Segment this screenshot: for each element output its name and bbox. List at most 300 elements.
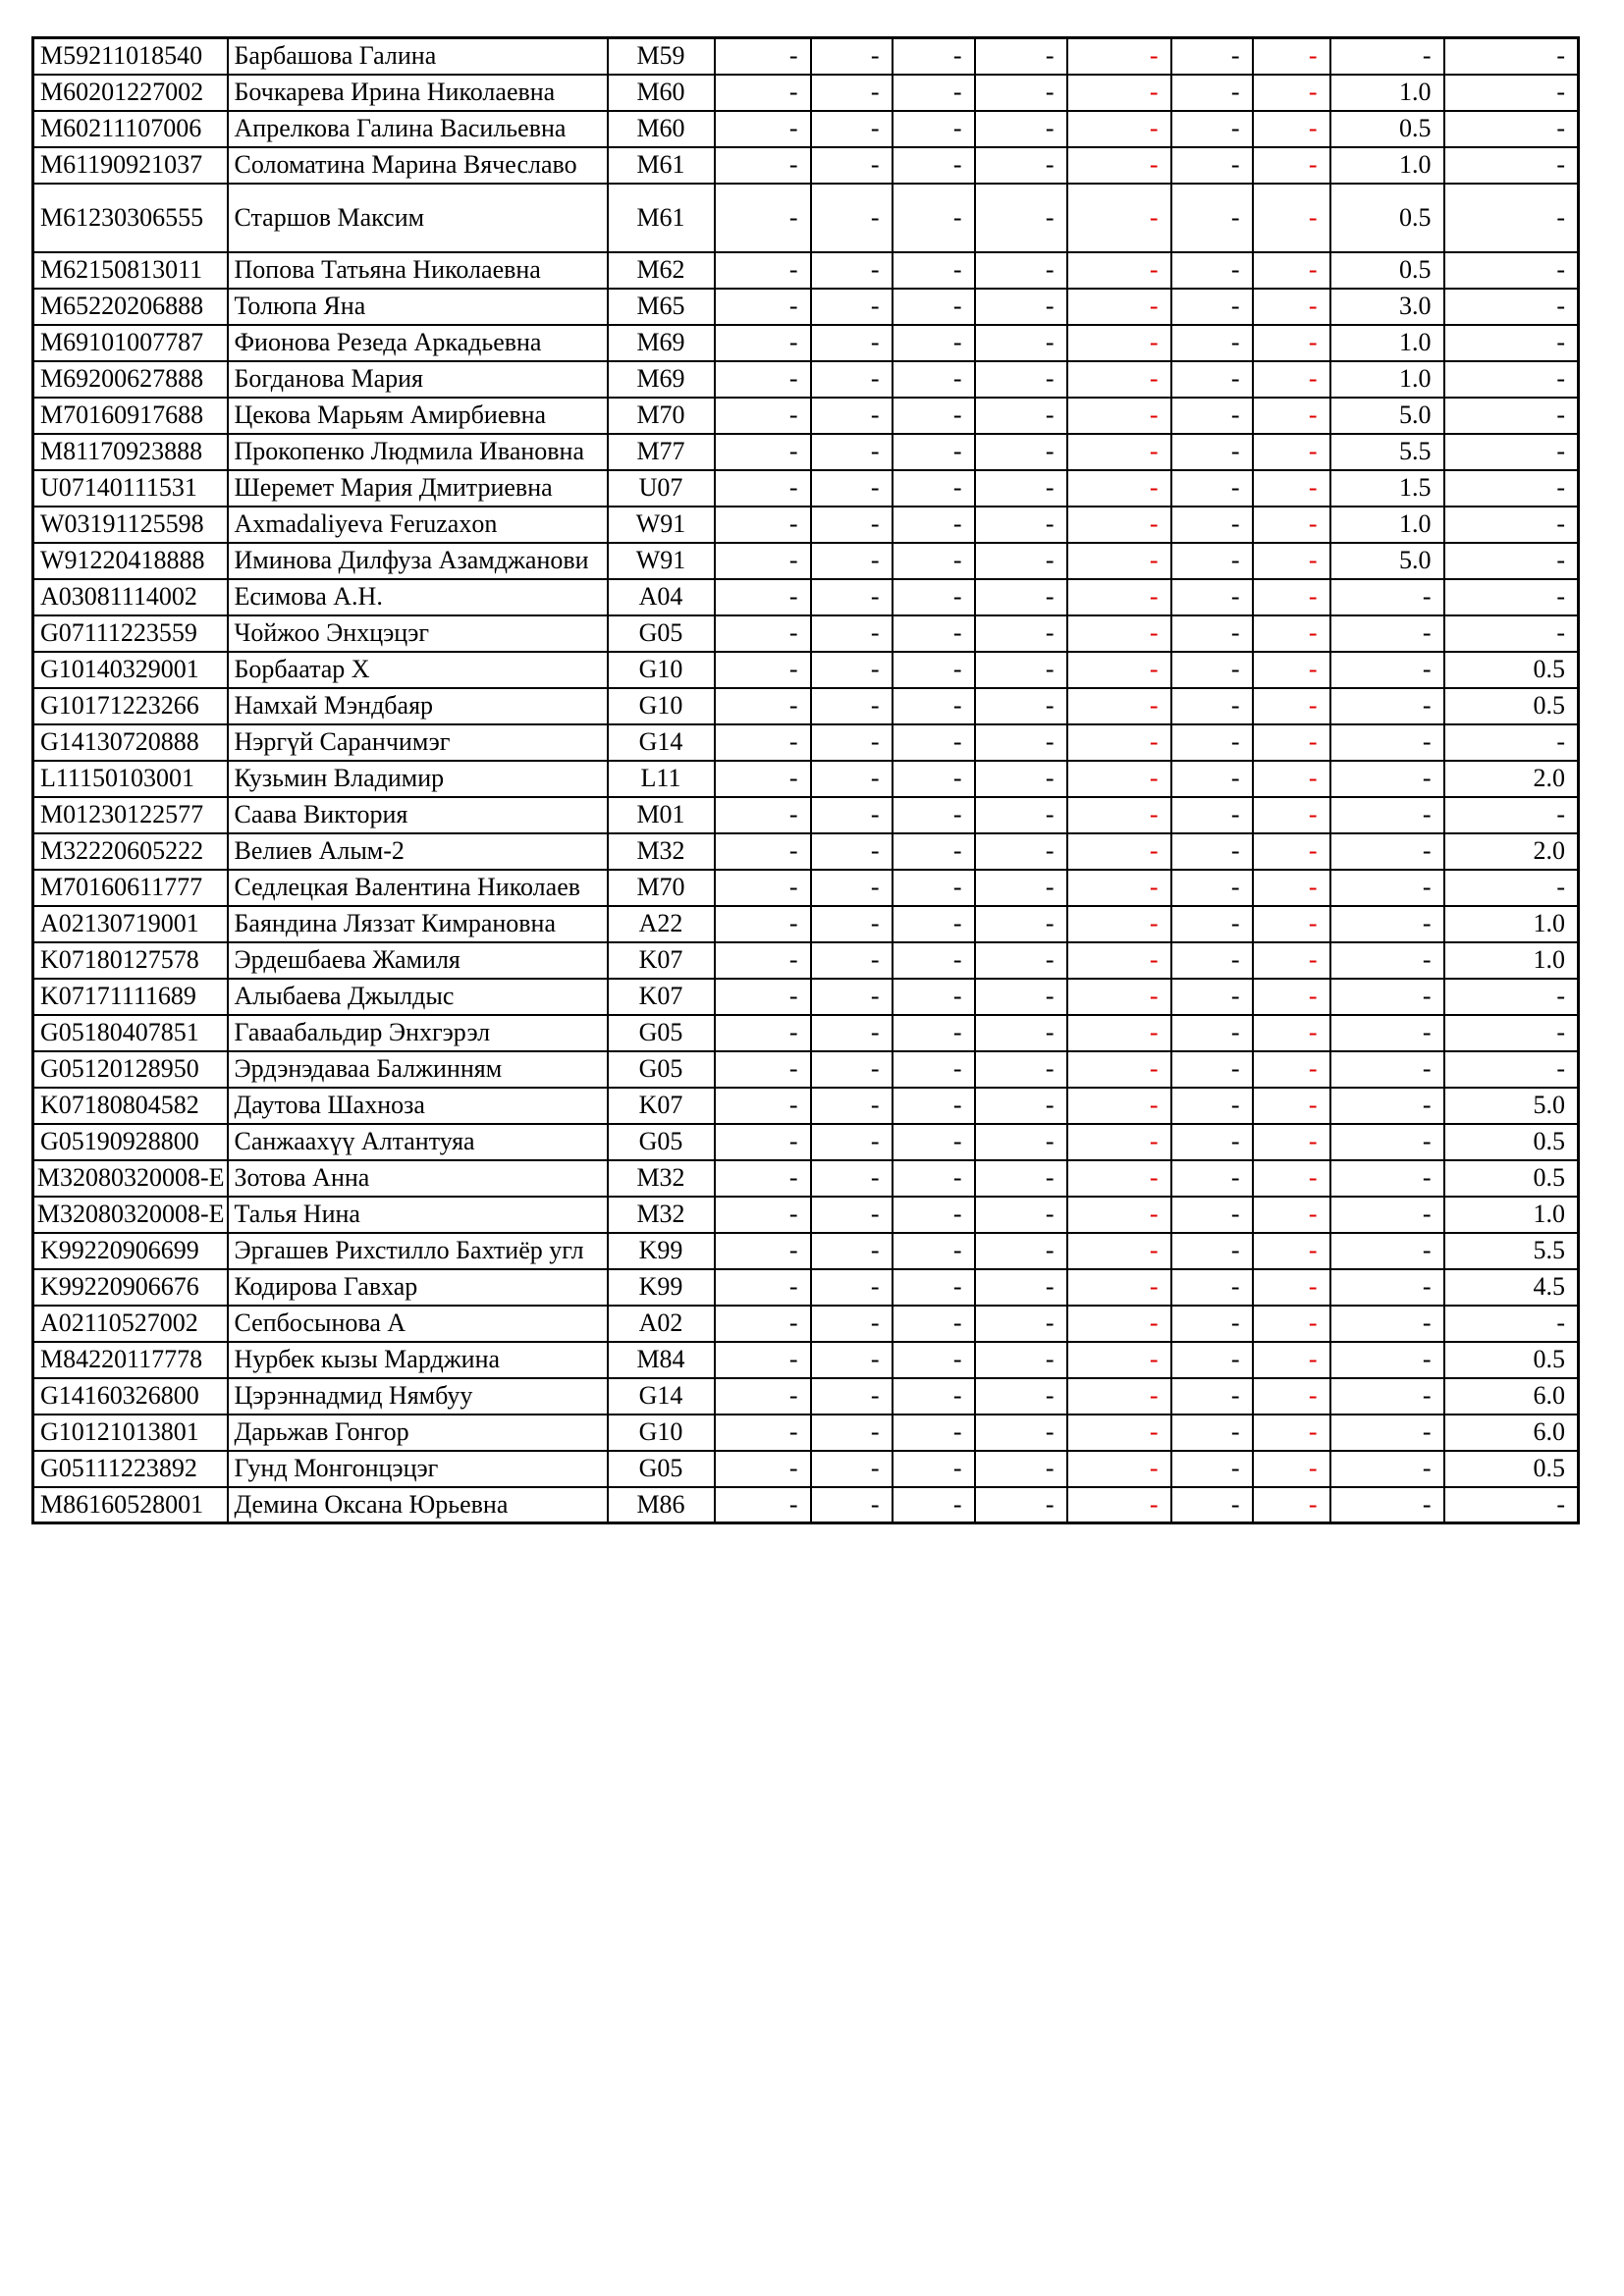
value-cell-3: - xyxy=(893,398,975,434)
value-cell-2: - xyxy=(811,1233,893,1269)
name-cell: Баяндина Ляззат Кимрановна xyxy=(228,906,608,942)
value-cell-3: - xyxy=(893,906,975,942)
table-row xyxy=(33,1051,1579,1088)
value-cell-3: - xyxy=(893,579,975,615)
value-cell-5: - xyxy=(1067,75,1171,111)
value-cell-5: - xyxy=(1067,1306,1171,1342)
value-cell-7: - xyxy=(1253,1124,1330,1160)
value-cell-9: 0.5 xyxy=(1444,652,1579,688)
value-cell-9: - xyxy=(1444,184,1579,252)
value-cell-9: - xyxy=(1444,543,1579,579)
value-cell-1: - xyxy=(715,507,811,543)
value-cell-2: - xyxy=(811,75,893,111)
value-cell-5: - xyxy=(1067,761,1171,797)
table-row xyxy=(33,797,1579,833)
value-cell-7: - xyxy=(1253,1415,1330,1451)
table-row xyxy=(33,579,1579,615)
name-cell: Кузьмин Владимир xyxy=(228,761,608,797)
name-cell: Зотова Анна xyxy=(228,1160,608,1197)
value-cell-4: - xyxy=(975,615,1067,652)
name-cell: Седлецкая Валентина Николаев xyxy=(228,870,608,906)
value-cell-3: - xyxy=(893,289,975,325)
value-cell-1: - xyxy=(715,543,811,579)
value-cell-9: - xyxy=(1444,147,1579,184)
value-cell-6: - xyxy=(1171,1306,1253,1342)
value-cell-3: - xyxy=(893,75,975,111)
value-cell-1: - xyxy=(715,1342,811,1378)
value-cell-1: - xyxy=(715,38,811,75)
value-cell-4: - xyxy=(975,543,1067,579)
value-cell-3: - xyxy=(893,1124,975,1160)
code-cell: M61 xyxy=(608,147,715,184)
value-cell-7: - xyxy=(1253,579,1330,615)
value-cell-4: - xyxy=(975,1124,1067,1160)
value-cell-7: - xyxy=(1253,1051,1330,1088)
value-cell-7: - xyxy=(1253,1160,1330,1197)
value-cell-4: - xyxy=(975,1378,1067,1415)
value-cell-4: - xyxy=(975,833,1067,870)
value-cell-1: - xyxy=(715,1015,811,1051)
value-cell-1: - xyxy=(715,398,811,434)
value-cell-7: - xyxy=(1253,1378,1330,1415)
value-cell-5: - xyxy=(1067,724,1171,761)
value-cell-9: - xyxy=(1444,1487,1579,1523)
value-cell-1: - xyxy=(715,470,811,507)
value-cell-8: - xyxy=(1330,579,1444,615)
value-cell-6: - xyxy=(1171,833,1253,870)
value-cell-6: - xyxy=(1171,38,1253,75)
value-cell-3: - xyxy=(893,870,975,906)
table-row xyxy=(33,833,1579,870)
value-cell-6: - xyxy=(1171,1233,1253,1269)
code-cell: G14 xyxy=(608,1378,715,1415)
value-cell-9: - xyxy=(1444,1306,1579,1342)
value-cell-6: - xyxy=(1171,1051,1253,1088)
value-cell-5: - xyxy=(1067,38,1171,75)
value-cell-4: - xyxy=(975,470,1067,507)
value-cell-5: - xyxy=(1067,979,1171,1015)
row-id-cell: K99220906676 xyxy=(33,1269,228,1306)
code-cell: G14 xyxy=(608,724,715,761)
row-id-cell: K99220906699 xyxy=(33,1233,228,1269)
value-cell-2: - xyxy=(811,38,893,75)
value-cell-2: - xyxy=(811,870,893,906)
value-cell-7: - xyxy=(1253,398,1330,434)
value-cell-6: - xyxy=(1171,434,1253,470)
code-cell: A04 xyxy=(608,579,715,615)
table-row xyxy=(33,1269,1579,1306)
value-cell-5: - xyxy=(1067,870,1171,906)
value-cell-5: - xyxy=(1067,652,1171,688)
value-cell-8: 1.5 xyxy=(1330,470,1444,507)
code-cell: G05 xyxy=(608,615,715,652)
value-cell-2: - xyxy=(811,1487,893,1523)
value-cell-9: - xyxy=(1444,398,1579,434)
table-row xyxy=(33,1378,1579,1415)
name-cell: Цэрэннадмид Нямбуу xyxy=(228,1378,608,1415)
value-cell-6: - xyxy=(1171,870,1253,906)
value-cell-3: - xyxy=(893,1378,975,1415)
value-cell-7: - xyxy=(1253,361,1330,398)
value-cell-7: - xyxy=(1253,906,1330,942)
value-cell-5: - xyxy=(1067,470,1171,507)
code-cell: K99 xyxy=(608,1269,715,1306)
value-cell-3: - xyxy=(893,1160,975,1197)
value-cell-2: - xyxy=(811,1124,893,1160)
value-cell-6: - xyxy=(1171,724,1253,761)
value-cell-4: - xyxy=(975,906,1067,942)
name-cell: Талья Нина xyxy=(228,1197,608,1233)
value-cell-4: - xyxy=(975,797,1067,833)
value-cell-8: - xyxy=(1330,615,1444,652)
value-cell-5: - xyxy=(1067,1415,1171,1451)
value-cell-1: - xyxy=(715,979,811,1015)
name-cell: Велиев Алым-2 xyxy=(228,833,608,870)
row-id-cell: G14130720888 xyxy=(33,724,228,761)
value-cell-4: - xyxy=(975,434,1067,470)
value-cell-5: - xyxy=(1067,797,1171,833)
value-cell-9: - xyxy=(1444,289,1579,325)
row-id-cell: G05180407851 xyxy=(33,1015,228,1051)
code-cell: K07 xyxy=(608,979,715,1015)
name-cell: Бочкарева Ирина Николаевна xyxy=(228,75,608,111)
value-cell-7: - xyxy=(1253,652,1330,688)
table-row xyxy=(33,1197,1579,1233)
value-cell-1: - xyxy=(715,797,811,833)
code-cell: G05 xyxy=(608,1451,715,1487)
value-cell-9: 2.0 xyxy=(1444,833,1579,870)
value-cell-1: - xyxy=(715,1415,811,1451)
name-cell: Чойжоо Энхцэцэг xyxy=(228,615,608,652)
row-id-cell: M69200627888 xyxy=(33,361,228,398)
table-row xyxy=(33,942,1579,979)
value-cell-1: - xyxy=(715,579,811,615)
value-cell-1: - xyxy=(715,1306,811,1342)
table-row xyxy=(33,252,1579,289)
value-cell-1: - xyxy=(715,833,811,870)
table-row xyxy=(33,289,1579,325)
row-id-cell: A03081114002 xyxy=(33,579,228,615)
value-cell-1: - xyxy=(715,1487,811,1523)
value-cell-4: - xyxy=(975,1487,1067,1523)
table-row xyxy=(33,724,1579,761)
value-cell-9: - xyxy=(1444,724,1579,761)
name-cell: Саава Виктория xyxy=(228,797,608,833)
value-cell-6: - xyxy=(1171,1378,1253,1415)
value-cell-6: - xyxy=(1171,1269,1253,1306)
value-cell-6: - xyxy=(1171,1342,1253,1378)
value-cell-4: - xyxy=(975,1088,1067,1124)
name-cell: Апрелкова Галина Васильевна xyxy=(228,111,608,147)
code-cell: M32 xyxy=(608,1160,715,1197)
value-cell-6: - xyxy=(1171,398,1253,434)
value-cell-7: - xyxy=(1253,147,1330,184)
value-cell-3: - xyxy=(893,724,975,761)
row-id-cell: M01230122577 xyxy=(33,797,228,833)
table-row xyxy=(33,543,1579,579)
value-cell-6: - xyxy=(1171,1487,1253,1523)
value-cell-9: 5.0 xyxy=(1444,1088,1579,1124)
row-id-cell: G10140329001 xyxy=(33,652,228,688)
value-cell-7: - xyxy=(1253,1015,1330,1051)
code-cell: M70 xyxy=(608,870,715,906)
value-cell-8: 5.0 xyxy=(1330,398,1444,434)
value-cell-2: - xyxy=(811,252,893,289)
name-cell: Иминова Дилфуза Азамджанови xyxy=(228,543,608,579)
value-cell-7: - xyxy=(1253,870,1330,906)
row-id-cell: G05120128950 xyxy=(33,1051,228,1088)
name-cell: Намхай Мэндбаяр xyxy=(228,688,608,724)
value-cell-8: - xyxy=(1330,1415,1444,1451)
value-cell-3: - xyxy=(893,1051,975,1088)
value-cell-6: - xyxy=(1171,184,1253,252)
value-cell-1: - xyxy=(715,1233,811,1269)
name-cell: Есимова А.Н. xyxy=(228,579,608,615)
value-cell-1: - xyxy=(715,1378,811,1415)
value-cell-4: - xyxy=(975,652,1067,688)
value-cell-4: - xyxy=(975,579,1067,615)
row-id-cell: M84220117778 xyxy=(33,1342,228,1378)
name-cell: Соломатина Марина Вячеславо xyxy=(228,147,608,184)
value-cell-7: - xyxy=(1253,1451,1330,1487)
value-cell-5: - xyxy=(1067,289,1171,325)
value-cell-8: - xyxy=(1330,1342,1444,1378)
value-cell-2: - xyxy=(811,1451,893,1487)
code-cell: U07 xyxy=(608,470,715,507)
row-id-cell: M32220605222 xyxy=(33,833,228,870)
value-cell-8: 1.0 xyxy=(1330,75,1444,111)
value-cell-6: - xyxy=(1171,688,1253,724)
value-cell-4: - xyxy=(975,147,1067,184)
value-cell-5: - xyxy=(1067,1124,1171,1160)
value-cell-5: - xyxy=(1067,361,1171,398)
value-cell-3: - xyxy=(893,543,975,579)
table-row xyxy=(33,38,1579,75)
code-cell: M86 xyxy=(608,1487,715,1523)
code-cell: K07 xyxy=(608,942,715,979)
value-cell-5: - xyxy=(1067,1160,1171,1197)
name-cell: Дарьжав Гонгор xyxy=(228,1415,608,1451)
value-cell-8: - xyxy=(1330,1124,1444,1160)
value-cell-9: 1.0 xyxy=(1444,906,1579,942)
value-cell-5: - xyxy=(1067,184,1171,252)
value-cell-6: - xyxy=(1171,289,1253,325)
value-cell-9: 6.0 xyxy=(1444,1378,1579,1415)
code-cell: L11 xyxy=(608,761,715,797)
value-cell-8: 1.0 xyxy=(1330,361,1444,398)
row-id-cell: G10121013801 xyxy=(33,1415,228,1451)
table-row xyxy=(33,470,1579,507)
value-cell-5: - xyxy=(1067,1378,1171,1415)
table-row xyxy=(33,398,1579,434)
name-cell: Шеремет Мария Дмитриевна xyxy=(228,470,608,507)
table-body xyxy=(33,38,1579,1523)
row-id-cell: G07111223559 xyxy=(33,615,228,652)
table-row xyxy=(33,1124,1579,1160)
table-row xyxy=(33,615,1579,652)
table-row xyxy=(33,1233,1579,1269)
value-cell-6: - xyxy=(1171,1015,1253,1051)
value-cell-5: - xyxy=(1067,906,1171,942)
value-cell-8: - xyxy=(1330,761,1444,797)
value-cell-1: - xyxy=(715,361,811,398)
value-cell-5: - xyxy=(1067,507,1171,543)
value-cell-8: - xyxy=(1330,1088,1444,1124)
value-cell-3: - xyxy=(893,1088,975,1124)
value-cell-2: - xyxy=(811,833,893,870)
value-cell-7: - xyxy=(1253,833,1330,870)
name-cell: Санжаахүү Алтантуяа xyxy=(228,1124,608,1160)
value-cell-3: - xyxy=(893,1487,975,1523)
value-cell-2: - xyxy=(811,1197,893,1233)
name-cell: Барбашова Галина xyxy=(228,38,608,75)
value-cell-6: - xyxy=(1171,579,1253,615)
value-cell-8: 5.0 xyxy=(1330,543,1444,579)
value-cell-7: - xyxy=(1253,1306,1330,1342)
value-cell-3: - xyxy=(893,1342,975,1378)
value-cell-6: - xyxy=(1171,147,1253,184)
name-cell: Толюпа Яна xyxy=(228,289,608,325)
value-cell-1: - xyxy=(715,1124,811,1160)
table-row xyxy=(33,906,1579,942)
row-id-cell: M61190921037 xyxy=(33,147,228,184)
value-cell-4: - xyxy=(975,761,1067,797)
value-cell-3: - xyxy=(893,797,975,833)
value-cell-5: - xyxy=(1067,1197,1171,1233)
value-cell-3: - xyxy=(893,1415,975,1451)
value-cell-3: - xyxy=(893,147,975,184)
code-cell: G05 xyxy=(608,1124,715,1160)
row-id-cell: M69101007787 xyxy=(33,325,228,361)
value-cell-1: - xyxy=(715,761,811,797)
results-table xyxy=(31,36,1580,1524)
value-cell-7: - xyxy=(1253,1487,1330,1523)
row-id-cell: M65220206888 xyxy=(33,289,228,325)
value-cell-6: - xyxy=(1171,111,1253,147)
value-cell-5: - xyxy=(1067,615,1171,652)
value-cell-2: - xyxy=(811,1051,893,1088)
name-cell: Прокопенко Людмила Ивановна xyxy=(228,434,608,470)
value-cell-7: - xyxy=(1253,38,1330,75)
row-id-cell: U07140111531 xyxy=(33,470,228,507)
value-cell-7: - xyxy=(1253,1269,1330,1306)
table-row xyxy=(33,1451,1579,1487)
value-cell-9: - xyxy=(1444,870,1579,906)
value-cell-6: - xyxy=(1171,797,1253,833)
value-cell-7: - xyxy=(1253,75,1330,111)
value-cell-3: - xyxy=(893,652,975,688)
value-cell-9: 0.5 xyxy=(1444,688,1579,724)
value-cell-7: - xyxy=(1253,1197,1330,1233)
value-cell-1: - xyxy=(715,1451,811,1487)
value-cell-2: - xyxy=(811,1015,893,1051)
row-id-cell: K07180804582 xyxy=(33,1088,228,1124)
code-cell: M77 xyxy=(608,434,715,470)
name-cell: Даутова Шахноза xyxy=(228,1088,608,1124)
value-cell-7: - xyxy=(1253,252,1330,289)
value-cell-2: - xyxy=(811,942,893,979)
value-cell-4: - xyxy=(975,325,1067,361)
row-id-cell: M32080320008-E xyxy=(33,1197,228,1233)
value-cell-2: - xyxy=(811,1088,893,1124)
value-cell-4: - xyxy=(975,1415,1067,1451)
name-cell: Эргашев Рихстилло Бахтиёр угл xyxy=(228,1233,608,1269)
value-cell-5: - xyxy=(1067,688,1171,724)
value-cell-8: 0.5 xyxy=(1330,184,1444,252)
value-cell-5: - xyxy=(1067,1342,1171,1378)
value-cell-6: - xyxy=(1171,1160,1253,1197)
value-cell-2: - xyxy=(811,724,893,761)
value-cell-1: - xyxy=(715,615,811,652)
code-cell: M60 xyxy=(608,75,715,111)
value-cell-2: - xyxy=(811,507,893,543)
value-cell-6: - xyxy=(1171,543,1253,579)
value-cell-2: - xyxy=(811,147,893,184)
value-cell-2: - xyxy=(811,906,893,942)
value-cell-1: - xyxy=(715,184,811,252)
value-cell-8: 0.5 xyxy=(1330,111,1444,147)
value-cell-5: - xyxy=(1067,1269,1171,1306)
value-cell-9: - xyxy=(1444,1015,1579,1051)
value-cell-7: - xyxy=(1253,111,1330,147)
value-cell-8: - xyxy=(1330,1378,1444,1415)
row-id-cell: K07171111689 xyxy=(33,979,228,1015)
table-row xyxy=(33,147,1579,184)
value-cell-3: - xyxy=(893,1451,975,1487)
code-cell: K07 xyxy=(608,1088,715,1124)
value-cell-5: - xyxy=(1067,434,1171,470)
name-cell: Нурбек кызы Марджина xyxy=(228,1342,608,1378)
value-cell-1: - xyxy=(715,1269,811,1306)
code-cell: M59 xyxy=(608,38,715,75)
table-row xyxy=(33,184,1579,252)
value-cell-2: - xyxy=(811,325,893,361)
value-cell-2: - xyxy=(811,398,893,434)
value-cell-2: - xyxy=(811,1378,893,1415)
value-cell-2: - xyxy=(811,652,893,688)
value-cell-3: - xyxy=(893,252,975,289)
value-cell-3: - xyxy=(893,1306,975,1342)
code-cell: G05 xyxy=(608,1051,715,1088)
row-id-cell: G14160326800 xyxy=(33,1378,228,1415)
value-cell-7: - xyxy=(1253,688,1330,724)
value-cell-4: - xyxy=(975,289,1067,325)
name-cell: Старшов Максим xyxy=(228,184,608,252)
table-row xyxy=(33,75,1579,111)
value-cell-9: 1.0 xyxy=(1444,942,1579,979)
value-cell-5: - xyxy=(1067,1233,1171,1269)
value-cell-8: - xyxy=(1330,1051,1444,1088)
value-cell-6: - xyxy=(1171,507,1253,543)
value-cell-7: - xyxy=(1253,615,1330,652)
value-cell-2: - xyxy=(811,761,893,797)
value-cell-5: - xyxy=(1067,398,1171,434)
value-cell-1: - xyxy=(715,1197,811,1233)
value-cell-1: - xyxy=(715,252,811,289)
value-cell-9: 0.5 xyxy=(1444,1342,1579,1378)
value-cell-7: - xyxy=(1253,507,1330,543)
value-cell-3: - xyxy=(893,325,975,361)
value-cell-7: - xyxy=(1253,724,1330,761)
value-cell-8: 3.0 xyxy=(1330,289,1444,325)
value-cell-6: - xyxy=(1171,615,1253,652)
value-cell-3: - xyxy=(893,979,975,1015)
value-cell-3: - xyxy=(893,111,975,147)
value-cell-8: - xyxy=(1330,1015,1444,1051)
value-cell-2: - xyxy=(811,184,893,252)
table-row xyxy=(33,1342,1579,1378)
table-row xyxy=(33,325,1579,361)
